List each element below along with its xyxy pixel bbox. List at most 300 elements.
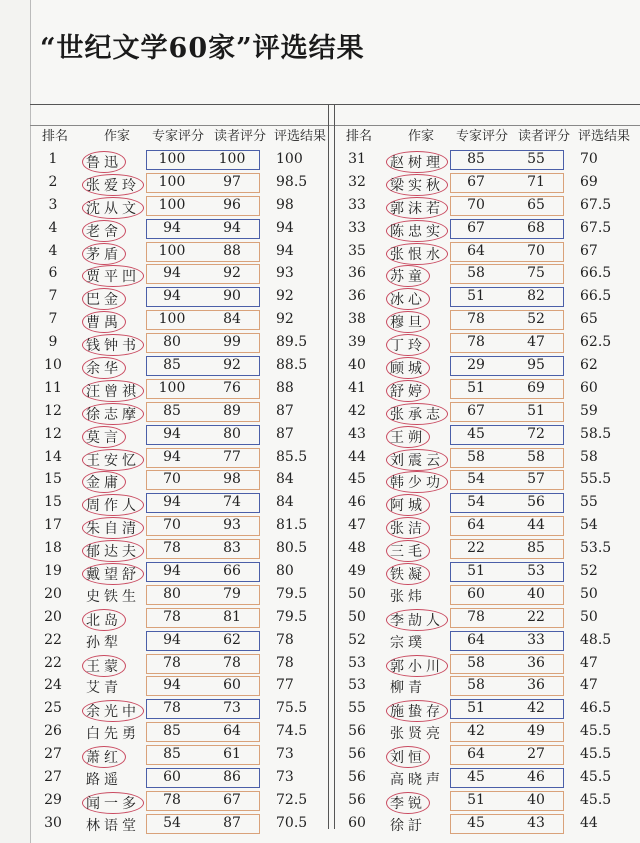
expert-score-cell: 51 xyxy=(467,791,485,808)
expert-score-cell: 94 xyxy=(163,425,181,442)
result-cell: 70 xyxy=(580,151,598,167)
expert-score-cell: 51 xyxy=(467,379,485,396)
table-row xyxy=(34,331,334,354)
table-row xyxy=(338,308,638,331)
author-cell: 陈忠实 xyxy=(386,220,448,242)
expert-score-cell: 100 xyxy=(158,151,186,167)
expert-score-cell: 100 xyxy=(158,311,186,328)
table-row xyxy=(338,446,638,469)
result-cell: 92 xyxy=(276,311,294,328)
result-cell: 45.5 xyxy=(580,723,612,740)
column-header: 专家评分 xyxy=(456,129,509,144)
expert-score-cell: 67 xyxy=(467,219,485,236)
table-header xyxy=(34,122,334,148)
reader-score-cell: 94 xyxy=(223,219,241,236)
result-cell: 88 xyxy=(276,379,294,396)
reader-score-cell: 71 xyxy=(527,173,545,190)
rank-cell: 53 xyxy=(348,677,366,694)
expert-score-cell: 100 xyxy=(158,379,186,396)
expert-score-cell: 67 xyxy=(467,402,485,419)
table-row xyxy=(34,308,334,331)
page-title: “世纪文学60家”评选结果 xyxy=(40,33,365,64)
reader-score-cell: 84 xyxy=(223,311,241,328)
reader-score-cell: 22 xyxy=(527,608,545,625)
author-cell: 高晓声 xyxy=(390,772,444,789)
result-cell: 79.5 xyxy=(276,585,308,602)
rank-cell: 19 xyxy=(44,563,62,580)
reader-score-cell: 70 xyxy=(527,242,545,259)
rank-cell: 38 xyxy=(348,311,366,328)
reader-score-cell: 44 xyxy=(527,517,545,534)
reader-score-cell: 90 xyxy=(223,288,241,305)
author-cell: 舒婷 xyxy=(386,380,430,402)
table-row xyxy=(34,652,334,675)
reader-score-cell: 67 xyxy=(223,791,241,808)
rank-cell: 50 xyxy=(348,585,366,602)
expert-score-cell: 51 xyxy=(467,288,485,305)
result-cell: 58.5 xyxy=(580,425,612,442)
rank-cell: 32 xyxy=(348,173,366,190)
reader-score-cell: 43 xyxy=(527,814,545,831)
result-cell: 55 xyxy=(580,494,598,511)
result-cell: 84 xyxy=(276,494,294,511)
result-cell: 72.5 xyxy=(276,791,308,808)
table-row xyxy=(338,400,638,423)
table-row xyxy=(34,789,334,812)
table-row xyxy=(338,560,638,583)
result-cell: 62.5 xyxy=(580,334,612,351)
column-divider-inner xyxy=(334,104,335,829)
table-row xyxy=(34,468,334,491)
expert-score-cell: 64 xyxy=(467,746,485,763)
reader-score-cell: 96 xyxy=(223,196,241,213)
table-row xyxy=(338,377,638,400)
author-cell: 北岛 xyxy=(82,609,126,631)
result-cell: 50 xyxy=(580,585,598,602)
reader-score-cell: 47 xyxy=(527,334,545,351)
expert-score-cell: 94 xyxy=(163,265,181,282)
expert-score-cell: 94 xyxy=(163,219,181,236)
author-cell: 沈从文 xyxy=(82,197,144,219)
rank-cell: 9 xyxy=(48,334,58,351)
reader-score-cell: 83 xyxy=(223,540,241,557)
table-row xyxy=(338,812,638,835)
table-row xyxy=(34,240,334,263)
reader-score-cell: 93 xyxy=(223,517,241,534)
right-table xyxy=(338,122,638,835)
result-cell: 44 xyxy=(580,814,598,831)
table-row xyxy=(338,217,638,240)
expert-score-cell: 54 xyxy=(467,494,485,511)
result-cell: 78 xyxy=(276,654,294,671)
reader-score-cell: 60 xyxy=(223,677,241,694)
expert-score-cell: 94 xyxy=(163,288,181,305)
rank-cell: 39 xyxy=(348,334,366,351)
expert-score-cell: 60 xyxy=(467,585,485,602)
author-cell: 张贤亮 xyxy=(390,726,444,743)
table-row xyxy=(338,606,638,629)
reader-score-cell: 49 xyxy=(527,723,545,740)
rank-cell: 29 xyxy=(44,791,62,808)
author-cell: 顾城 xyxy=(386,357,430,379)
rank-cell: 14 xyxy=(44,448,62,465)
reader-score-cell: 56 xyxy=(527,494,545,511)
table-row xyxy=(34,194,334,217)
rank-cell: 27 xyxy=(44,769,62,786)
rank-cell: 3 xyxy=(48,196,58,213)
result-cell: 45.5 xyxy=(580,769,612,786)
reader-score-cell: 52 xyxy=(527,311,545,328)
expert-score-cell: 94 xyxy=(163,677,181,694)
result-cell: 93 xyxy=(276,265,294,282)
author-cell: 阿城 xyxy=(386,494,430,516)
rank-cell: 1 xyxy=(48,151,58,167)
reader-score-cell: 72 xyxy=(527,425,545,442)
reader-score-cell: 78 xyxy=(223,654,241,671)
result-cell: 80 xyxy=(276,563,294,580)
rank-cell: 56 xyxy=(348,769,366,786)
result-cell: 87 xyxy=(276,402,294,419)
author-cell: 铁凝 xyxy=(386,563,430,585)
rank-cell: 48 xyxy=(348,540,366,557)
author-cell: 郭小川 xyxy=(386,655,448,677)
author-cell: 老舍 xyxy=(82,220,126,242)
table-row xyxy=(338,720,638,743)
author-cell: 王朔 xyxy=(386,426,430,448)
author-cell: 冰心 xyxy=(386,288,430,310)
rank-cell: 17 xyxy=(44,517,62,534)
table-row xyxy=(338,331,638,354)
result-cell: 70.5 xyxy=(276,814,308,831)
table-row xyxy=(338,194,638,217)
table-row xyxy=(34,446,334,469)
result-cell: 85.5 xyxy=(276,448,308,465)
author-cell: 梁实秋 xyxy=(386,174,448,196)
expert-score-cell: 100 xyxy=(158,196,186,213)
result-cell: 77 xyxy=(276,677,294,694)
table-row xyxy=(34,560,334,583)
author-cell: 余华 xyxy=(82,357,126,379)
expert-score-cell: 58 xyxy=(467,265,485,282)
author-cell: 闻一多 xyxy=(82,792,144,814)
author-cell: 施蛰存 xyxy=(386,700,448,722)
result-cell: 74.5 xyxy=(276,723,308,740)
table-row xyxy=(34,514,334,537)
expert-score-cell: 70 xyxy=(163,517,181,534)
author-cell: 郭沫若 xyxy=(386,197,448,219)
result-cell: 52 xyxy=(580,563,598,580)
expert-score-cell: 78 xyxy=(163,540,181,557)
column-header: 读者评分 xyxy=(214,129,267,144)
table-row xyxy=(34,285,334,308)
author-cell: 贾平凹 xyxy=(82,265,144,287)
rank-cell: 22 xyxy=(44,631,62,648)
reader-score-cell: 81 xyxy=(223,608,241,625)
table-row xyxy=(34,743,334,766)
reader-score-cell: 98 xyxy=(223,471,241,488)
author-cell: 路遥 xyxy=(86,772,122,789)
expert-score-cell: 78 xyxy=(467,608,485,625)
rank-cell: 12 xyxy=(44,402,62,419)
expert-score-cell: 80 xyxy=(163,334,181,351)
expert-score-cell: 85 xyxy=(163,357,181,374)
reader-score-cell: 77 xyxy=(223,448,241,465)
result-cell: 47 xyxy=(580,677,598,694)
result-cell: 45.5 xyxy=(580,746,612,763)
result-cell: 67.5 xyxy=(580,219,612,236)
expert-score-cell: 29 xyxy=(467,357,485,374)
author-cell: 朱自清 xyxy=(82,517,144,539)
rank-cell: 7 xyxy=(48,311,58,328)
author-cell: 刘震云 xyxy=(386,449,448,471)
table-row xyxy=(338,148,638,171)
rank-cell: 47 xyxy=(348,517,366,534)
reader-score-cell: 80 xyxy=(223,425,241,442)
rank-cell: 26 xyxy=(44,723,62,740)
author-cell: 茅盾 xyxy=(82,243,126,265)
table-header xyxy=(338,122,638,148)
table-row xyxy=(34,217,334,240)
expert-score-cell: 70 xyxy=(163,471,181,488)
result-cell: 87 xyxy=(276,425,294,442)
expert-score-cell: 58 xyxy=(467,654,485,671)
expert-score-cell: 64 xyxy=(467,517,485,534)
column-header: 排名 xyxy=(346,129,373,144)
expert-score-cell: 60 xyxy=(163,769,181,786)
reader-score-cell: 62 xyxy=(223,631,241,648)
table-row xyxy=(34,148,334,171)
expert-score-cell: 78 xyxy=(163,791,181,808)
result-cell: 48.5 xyxy=(580,631,612,648)
rank-cell: 20 xyxy=(44,585,62,602)
table-row xyxy=(34,720,334,743)
rank-cell: 6 xyxy=(48,265,58,282)
reader-score-cell: 100 xyxy=(218,151,246,167)
result-cell: 78 xyxy=(276,631,294,648)
table-row xyxy=(34,377,334,400)
author-cell: 戴望舒 xyxy=(82,563,144,585)
table-row xyxy=(338,789,638,812)
table-row xyxy=(34,400,334,423)
rank-cell: 60 xyxy=(348,814,366,831)
table-row xyxy=(338,652,638,675)
expert-score-cell: 94 xyxy=(163,631,181,648)
rank-cell: 11 xyxy=(44,379,62,396)
author-cell: 张炜 xyxy=(390,588,426,605)
column-header: 专家评分 xyxy=(152,129,205,144)
rank-cell: 36 xyxy=(348,265,366,282)
result-cell: 98 xyxy=(276,196,294,213)
author-cell: 余光中 xyxy=(82,700,144,722)
left-table xyxy=(34,122,334,835)
table-row xyxy=(338,171,638,194)
table-row xyxy=(338,240,638,263)
column-header: 作家 xyxy=(104,129,131,144)
result-cell: 73 xyxy=(276,769,294,786)
table-row xyxy=(34,674,334,697)
author-cell: 王蒙 xyxy=(82,655,126,677)
result-cell: 45.5 xyxy=(580,791,612,808)
table-row xyxy=(338,697,638,720)
expert-score-cell: 64 xyxy=(467,631,485,648)
table-row xyxy=(34,537,334,560)
reader-score-cell: 99 xyxy=(223,334,241,351)
result-cell: 94 xyxy=(276,219,294,236)
reader-score-cell: 55 xyxy=(527,151,545,167)
expert-score-cell: 42 xyxy=(467,723,485,740)
rank-cell: 44 xyxy=(348,448,366,465)
rank-cell: 10 xyxy=(44,357,62,374)
author-cell: 穆旦 xyxy=(386,311,430,333)
expert-score-cell: 85 xyxy=(163,402,181,419)
rank-cell: 30 xyxy=(44,814,62,831)
author-cell: 丁玲 xyxy=(386,334,430,356)
table-row xyxy=(34,606,334,629)
reader-score-cell: 65 xyxy=(527,196,545,213)
expert-score-cell: 78 xyxy=(163,608,181,625)
result-cell: 80.5 xyxy=(276,540,308,557)
author-cell: 张洁 xyxy=(386,517,430,539)
rank-cell: 4 xyxy=(48,242,58,259)
reader-score-cell: 97 xyxy=(223,173,241,190)
author-cell: 周作人 xyxy=(82,494,144,516)
column-header: 读者评分 xyxy=(518,129,571,144)
reader-score-cell: 51 xyxy=(527,402,545,419)
expert-score-cell: 94 xyxy=(163,494,181,511)
column-header: 评选结果 xyxy=(274,129,327,144)
author-cell: 张恨水 xyxy=(386,243,448,265)
expert-score-cell: 94 xyxy=(163,448,181,465)
table-row xyxy=(338,514,638,537)
result-cell: 58 xyxy=(580,448,598,465)
result-cell: 75.5 xyxy=(276,700,308,717)
reader-score-cell: 85 xyxy=(527,540,545,557)
rank-cell: 22 xyxy=(44,654,62,671)
result-cell: 67.5 xyxy=(580,196,612,213)
expert-score-cell: 78 xyxy=(467,334,485,351)
author-cell: 钱钟书 xyxy=(82,334,144,356)
author-cell: 林语堂 xyxy=(86,817,140,834)
expert-score-cell: 80 xyxy=(163,585,181,602)
rank-cell: 4 xyxy=(48,219,58,236)
result-cell: 79.5 xyxy=(276,608,308,625)
author-cell: 徐訏 xyxy=(390,817,426,834)
expert-score-cell: 51 xyxy=(467,563,485,580)
rank-cell: 27 xyxy=(44,746,62,763)
table-row xyxy=(34,583,334,606)
result-cell: 92 xyxy=(276,288,294,305)
result-cell: 69 xyxy=(580,173,598,190)
reader-score-cell: 68 xyxy=(527,219,545,236)
expert-score-cell: 70 xyxy=(467,196,485,213)
table-row xyxy=(34,629,334,652)
expert-score-cell: 51 xyxy=(467,700,485,717)
rank-cell: 12 xyxy=(44,425,62,442)
table-row xyxy=(34,812,334,835)
reader-score-cell: 36 xyxy=(527,654,545,671)
author-cell: 王安忆 xyxy=(82,449,144,471)
expert-score-cell: 78 xyxy=(163,700,181,717)
rank-cell: 33 xyxy=(348,219,366,236)
rank-cell: 36 xyxy=(348,288,366,305)
reader-score-cell: 92 xyxy=(223,265,241,282)
rank-cell: 15 xyxy=(44,494,62,511)
result-cell: 94 xyxy=(276,242,294,259)
author-cell: 史铁生 xyxy=(86,588,140,605)
table-row xyxy=(338,629,638,652)
expert-score-cell: 22 xyxy=(467,540,485,557)
rank-cell: 35 xyxy=(348,242,366,259)
result-cell: 100 xyxy=(276,151,303,167)
rank-cell: 25 xyxy=(44,700,62,717)
rank-cell: 46 xyxy=(348,494,366,511)
result-cell: 62 xyxy=(580,357,598,374)
reader-score-cell: 33 xyxy=(527,631,545,648)
result-cell: 88.5 xyxy=(276,357,308,374)
expert-score-cell: 64 xyxy=(467,242,485,259)
reader-score-cell: 36 xyxy=(527,677,545,694)
author-cell: 苏童 xyxy=(386,265,430,287)
rank-cell: 52 xyxy=(348,631,366,648)
rank-cell: 7 xyxy=(48,288,58,305)
expert-score-cell: 45 xyxy=(467,814,485,831)
reader-score-cell: 53 xyxy=(527,563,545,580)
rank-cell: 40 xyxy=(348,357,366,374)
result-cell: 65 xyxy=(580,311,598,328)
rank-cell: 56 xyxy=(348,723,366,740)
table-row xyxy=(34,423,334,446)
table-row xyxy=(338,674,638,697)
author-cell: 张承志 xyxy=(386,403,448,425)
author-cell: 巴金 xyxy=(82,288,126,310)
reader-score-cell: 40 xyxy=(527,585,545,602)
result-cell: 60 xyxy=(580,379,598,396)
reader-score-cell: 92 xyxy=(223,357,241,374)
expert-score-cell: 58 xyxy=(467,677,485,694)
table-row xyxy=(338,743,638,766)
expert-score-cell: 94 xyxy=(163,563,181,580)
expert-score-cell: 100 xyxy=(158,242,186,259)
table-row xyxy=(34,491,334,514)
result-cell: 66.5 xyxy=(580,288,612,305)
reader-score-cell: 76 xyxy=(223,379,241,396)
expert-score-cell: 54 xyxy=(467,471,485,488)
column-header: 作家 xyxy=(408,129,435,144)
reader-score-cell: 88 xyxy=(223,242,241,259)
table-row xyxy=(338,468,638,491)
result-cell: 54 xyxy=(580,517,598,534)
table-row xyxy=(338,491,638,514)
result-cell: 59 xyxy=(580,402,598,419)
reader-score-cell: 57 xyxy=(527,471,545,488)
reader-score-cell: 74 xyxy=(223,494,241,511)
rank-cell: 56 xyxy=(348,791,366,808)
table-row xyxy=(34,354,334,377)
author-cell: 张爱玲 xyxy=(82,174,144,196)
rank-cell: 2 xyxy=(48,173,58,190)
table-row xyxy=(338,537,638,560)
result-cell: 55.5 xyxy=(580,471,612,488)
reader-score-cell: 64 xyxy=(223,723,241,740)
reader-score-cell: 69 xyxy=(527,379,545,396)
reader-score-cell: 95 xyxy=(527,357,545,374)
author-cell: 柳青 xyxy=(390,680,426,697)
expert-score-cell: 45 xyxy=(467,769,485,786)
author-cell: 三毛 xyxy=(386,540,430,562)
author-cell: 白先勇 xyxy=(86,726,140,743)
expert-score-cell: 85 xyxy=(467,151,485,167)
author-cell: 李劼人 xyxy=(386,609,448,631)
